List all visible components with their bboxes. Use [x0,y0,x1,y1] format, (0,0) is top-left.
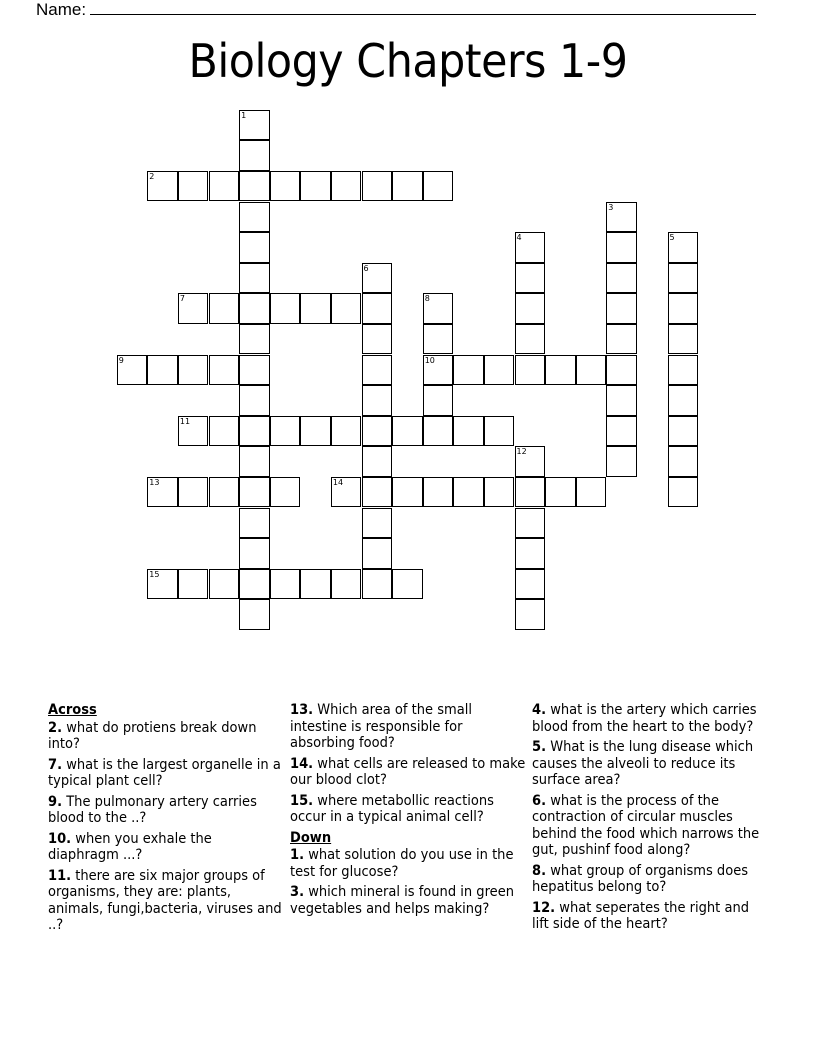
crossword-cell[interactable] [270,416,301,447]
crossword-cell[interactable] [362,569,393,600]
crossword-cell[interactable] [515,477,546,508]
crossword-cell[interactable] [484,416,515,447]
crossword-cell[interactable] [117,355,148,386]
crossword-cell[interactable] [515,599,546,630]
crossword-cell[interactable] [392,416,423,447]
crossword-cell[interactable] [270,477,301,508]
crossword-cell[interactable] [515,324,546,355]
crossword-cell[interactable] [668,263,699,294]
crossword-cell[interactable] [178,569,209,600]
clue-down-3: 3. which mineral is found in green vegetables and helps making? [290,884,515,917]
crossword-cell[interactable] [331,477,362,508]
crossword-cell[interactable] [668,293,699,324]
clue-number: 1 [241,110,247,120]
clue-number: 3 [608,202,614,212]
clue-number: 7 [179,294,185,304]
crossword-cell[interactable] [147,569,178,600]
clue-down-5: 5. What is the lung disease which causes the alveoli to reduce its surface area? [532,739,754,788]
crossword-cell[interactable] [423,293,454,324]
crossword-cell[interactable] [515,446,546,477]
crossword-cell[interactable] [300,569,331,600]
crossword-cell[interactable] [362,293,393,324]
crossword-cell[interactable] [606,232,637,263]
crossword-cell[interactable] [178,477,209,508]
crossword-cell[interactable] [239,171,270,202]
crossword-cell[interactable] [423,416,454,447]
crossword-cell[interactable] [545,355,576,386]
clue-column-2 [290,702,526,921]
crossword-cell[interactable] [545,477,576,508]
clue-number: 8 [424,294,430,304]
crossword-cell[interactable] [668,355,699,386]
crossword-cell[interactable] [209,293,240,324]
crossword-cell[interactable] [209,477,240,508]
crossword-cell[interactable] [515,263,546,294]
crossword-cell[interactable] [178,293,209,324]
crossword-cell[interactable] [362,446,393,477]
crossword-cell[interactable] [239,110,270,141]
crossword-cell[interactable] [392,477,423,508]
crossword-cell[interactable] [147,171,178,202]
crossword-cell[interactable] [239,416,270,447]
clue-number: 11 [179,416,191,426]
clue-across-7: 7. what is the largest organelle in a typical plant cell? [48,756,281,789]
clue-down-4: 4. what is the artery which carries blood from the heart to the body? [532,702,757,735]
crossword-cell[interactable] [515,293,546,324]
crossword-cell[interactable] [300,416,331,447]
crossword-cell[interactable] [362,416,393,447]
crossword-cell[interactable] [668,324,699,355]
crossword-cell[interactable] [239,263,270,294]
clue-across-9: 9. The pulmonary artery carries blood to the ..? [48,793,257,826]
clue-number: 15 [149,569,160,579]
crossword-cell[interactable] [515,355,546,386]
clue-number: 9 [118,355,124,365]
crossword-cell[interactable] [239,508,270,539]
crossword-cell[interactable] [239,477,270,508]
crossword-cell[interactable] [239,569,270,600]
clue-number: 4 [516,233,522,243]
crossword-cell[interactable] [331,293,362,324]
crossword-cell[interactable] [178,355,209,386]
crossword-cell[interactable] [239,446,270,477]
crossword-cell[interactable] [331,416,362,447]
crossword-cell[interactable] [515,232,546,263]
crossword-cell[interactable] [362,385,393,416]
crossword-cell[interactable] [423,355,454,386]
crossword-cell[interactable] [239,232,270,263]
crossword-cell[interactable] [453,355,484,386]
crossword-cell[interactable] [362,171,393,202]
crossword-cell[interactable] [209,355,240,386]
clue-across-13: 13. Which area of the small intestine is responsible for absorbing food? [290,702,472,751]
crossword-cell[interactable] [668,385,699,416]
crossword-cell[interactable] [668,416,699,447]
clue-across-2: 2. what do protiens break down into? [48,719,257,752]
crossword-cell[interactable] [606,416,637,447]
crossword-cell[interactable] [484,355,515,386]
crossword-cell[interactable] [423,324,454,355]
crossword-cell[interactable] [576,355,607,386]
clue-number: 10 [424,355,435,365]
clue-number: 14 [332,477,344,487]
clue-down-8: 8. what group of organisms does hepatitus belong to? [532,862,749,895]
crossword-cell[interactable] [668,232,699,263]
clue-number: 5 [669,233,675,243]
crossword-cell[interactable] [515,508,546,539]
crossword-cell[interactable] [423,477,454,508]
crossword-cell[interactable] [362,263,393,294]
crossword-cell[interactable] [270,569,301,600]
crossword-cell[interactable] [576,477,607,508]
crossword-cell[interactable] [515,569,546,600]
crossword-cell[interactable] [362,355,393,386]
crossword-cell[interactable] [209,171,240,202]
crossword-cell[interactable] [331,569,362,600]
clue-column-3 [532,702,768,937]
clue-across-15: 15. where metabollic reactions occur in a typical animal cell? [290,792,494,825]
crossword-cell[interactable] [209,416,240,447]
crossword-cell[interactable] [606,324,637,355]
crossword-cell[interactable] [147,477,178,508]
crossword-cell[interactable] [668,477,699,508]
crossword-cell[interactable] [239,202,270,233]
clue-across-10: 10. when you exhale the diaphragm ...? [48,830,212,863]
crossword-cell[interactable] [606,202,637,233]
down-heading: Down [290,829,332,846]
crossword-cell[interactable] [239,293,270,324]
across-heading: Across [48,702,97,718]
crossword-cell[interactable] [239,140,270,171]
crossword-cell[interactable] [270,293,301,324]
page-title: Biology Chapters 1-9 [188,34,628,88]
clue-number: 13 [149,477,160,487]
crossword-cell[interactable] [270,171,301,202]
name-label: Name: [36,0,87,19]
clue-across-14: 14. what cells are released to make our blood clot? [290,755,526,788]
clue-down-12: 12. what seperates the right and lift side of the heart? [532,899,749,932]
crossword-cell[interactable] [147,355,178,386]
crossword-cell[interactable] [239,538,270,569]
clue-number: 12 [516,447,527,457]
crossword-cell[interactable] [606,263,637,294]
crossword-cell[interactable] [453,416,484,447]
crossword-cell[interactable] [300,293,331,324]
crossword-cell[interactable] [362,477,393,508]
crossword-cell[interactable] [178,416,209,447]
crossword-cell[interactable] [515,538,546,569]
crossword-cell[interactable] [392,569,423,600]
clue-down-1: 1. what solution do you use in the test for glucose? [290,847,514,880]
crossword-cell[interactable] [239,355,270,386]
crossword-cell[interactable] [606,355,637,386]
clue-number: 6 [363,263,369,273]
clue-down-6: 6. what is the process of the contraction of circular muscles behind the food which narrows the gut, pushinf food along? [532,792,760,858]
crossword-cell[interactable] [484,477,515,508]
crossword-cell[interactable] [668,446,699,477]
crossword-cell[interactable] [239,324,270,355]
crossword-cell[interactable] [423,171,454,202]
crossword-cell[interactable] [239,385,270,416]
crossword-cell[interactable] [331,171,362,202]
crossword-cell[interactable] [362,324,393,355]
crossword-cell[interactable] [392,171,423,202]
crossword-cell[interactable] [423,385,454,416]
crossword-cell[interactable] [453,477,484,508]
crossword-cell[interactable] [362,508,393,539]
crossword-cell[interactable] [606,385,637,416]
crossword-cell[interactable] [239,599,270,630]
crossword-cell[interactable] [178,171,209,202]
crossword-cell[interactable] [606,446,637,477]
crossword-cell[interactable] [606,293,637,324]
clue-across-11: 11. there are six major groups of organisms, they are: plants, animals, fungi,bacteria, viruses and ..? [48,867,282,933]
clue-number: 2 [149,171,155,181]
clue-column-1 [48,702,284,938]
crossword-cell[interactable] [300,171,331,202]
crossword-cell[interactable] [362,538,393,569]
crossword-cell[interactable] [209,569,240,600]
